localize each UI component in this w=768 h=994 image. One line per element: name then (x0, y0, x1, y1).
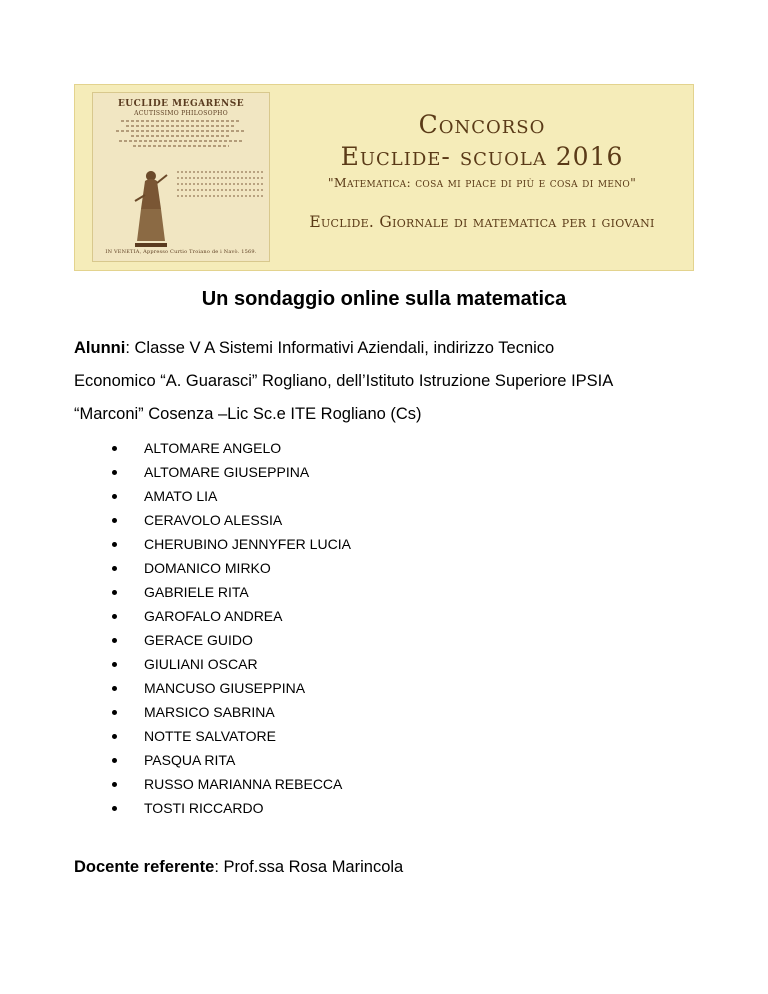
bullet-icon (112, 494, 117, 499)
list-item: GAROFALO ANDREA (112, 604, 351, 628)
alunni-paragraph (74, 332, 704, 431)
list-item: DOMANICO MIRKO (112, 556, 351, 580)
bullet-icon (112, 686, 117, 691)
banner-euclide-scuola: Euclide- scuola 2016 (340, 142, 624, 171)
bullet-icon (112, 590, 117, 595)
euclid-frontispiece-image (92, 92, 270, 262)
frontispiece-imprint: IN VENETIA, Appresso Curtio Troiano de i Navò. 1569. (105, 249, 257, 255)
frontispiece-title: EUCLIDE MEGARENSE (117, 99, 245, 109)
banner-giornale: Euclide. Giornale di matematica per i giovani (309, 213, 655, 231)
bullet-icon (112, 758, 117, 763)
alunni-label: Alunni (74, 339, 126, 357)
bullet-icon (112, 806, 117, 811)
docente-referente (74, 858, 403, 877)
document-title: Un sondaggio online sulla matematica (201, 288, 567, 310)
alunni-line-2: Economico “A. Guarasci” Rogliano, dell’Istituto Istruzione Superiore IPSIA (74, 372, 614, 390)
frontispiece-subtitle: ACUTISSIMO PHILOSOPHO (134, 110, 228, 117)
list-item: MARSICO SABRINA (112, 700, 351, 724)
list-item: RUSSO MARIANNA REBECCA (112, 772, 351, 796)
banner-concorso: Concorso (418, 110, 546, 139)
bullet-icon (112, 734, 117, 739)
bullet-icon (112, 710, 117, 715)
list-item: NOTTE SALVATORE (112, 724, 351, 748)
list-item: ALTOMARE GIUSEPPINA (112, 460, 351, 484)
list-item: GIULIANI OSCAR (112, 652, 351, 676)
bullet-icon (112, 518, 117, 523)
banner-motto: "Matematica: cosa mi piace di più e cosa di meno" (327, 175, 637, 190)
list-item: TOSTI RICCARDO (112, 796, 351, 820)
students-list (112, 436, 351, 820)
bullet-icon (112, 614, 117, 619)
docente-label: Docente referente (74, 858, 215, 876)
list-item: AMATO LIA (112, 484, 351, 508)
bullet-icon (112, 566, 117, 571)
list-item: PASQUA RITA (112, 748, 351, 772)
alunni-line-1: : Classe V A Sistemi Informativi Aziendali, indirizzo Tecnico (125, 339, 555, 357)
allegorical-figure-icon (131, 165, 171, 249)
banner-text-block (270, 84, 694, 271)
list-item: CHERUBINO JENNYFER LUCIA (112, 532, 351, 556)
bullet-icon (112, 542, 117, 547)
list-item: GABRIELE RITA (112, 580, 351, 604)
bullet-icon (112, 782, 117, 787)
list-item: GERACE GUIDO (112, 628, 351, 652)
list-item: ALTOMARE ANGELO (112, 436, 351, 460)
list-item: CERAVOLO ALESSIA (112, 508, 351, 532)
bullet-icon (112, 662, 117, 667)
docente-value: : Prof.ssa Rosa Marincola (214, 858, 404, 876)
bullet-icon (112, 470, 117, 475)
alunni-line-3: “Marconi” Cosenza –Lic Sc.e ITE Rogliano (Cs) (74, 405, 422, 423)
contest-banner (74, 84, 694, 271)
bullet-icon (112, 638, 117, 643)
bullet-icon (112, 446, 117, 451)
list-item: MANCUSO GIUSEPPINA (112, 676, 351, 700)
